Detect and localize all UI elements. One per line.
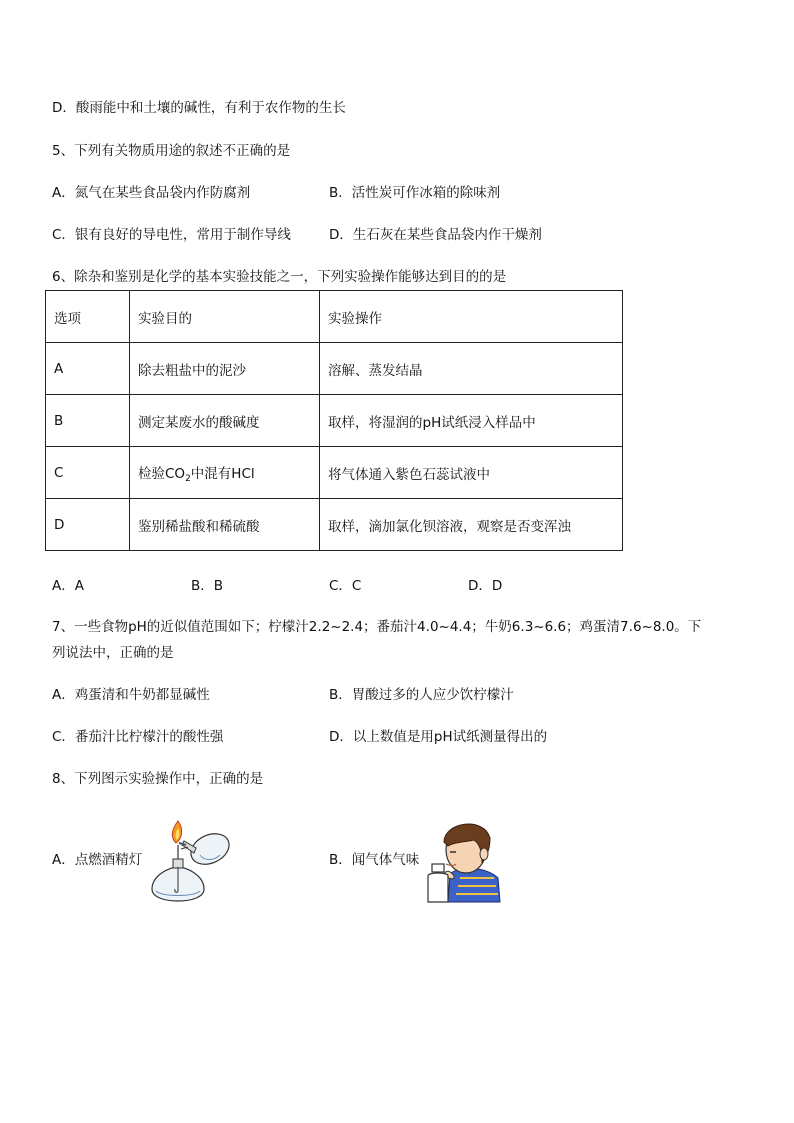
table-header-cell: 选项 xyxy=(46,291,130,343)
purpose-text: 检验CO xyxy=(138,465,186,482)
q4-option-d: D．酸雨能中和土壤的碱性，有利于农作物的生长 xyxy=(52,100,346,116)
table-row xyxy=(46,447,623,499)
q8-stem: 8、下列图示实验操作中，正确的是 xyxy=(52,771,264,787)
table-cell-key: B xyxy=(46,395,130,447)
q8-option-b: B．闻气体气味 xyxy=(329,852,420,868)
q7-option-a: A．鸡蛋清和牛奶都显碱性 xyxy=(52,687,210,703)
q7-option-c: C．番茄汁比柠檬汁的酸性强 xyxy=(52,729,224,745)
alcohol-lamp-illustration xyxy=(148,815,236,905)
subscript: 2 xyxy=(185,473,191,484)
q5-option-a: A．氮气在某些食品袋内作防腐剂 xyxy=(52,185,251,201)
q6-option-b: B．B xyxy=(191,578,224,594)
table-cell-purpose: 鉴别稀盐酸和稀硫酸 xyxy=(130,499,320,551)
q6-option-d: D．D xyxy=(468,578,503,594)
table-cell-purpose: 除去粗盐中的泥沙 xyxy=(130,343,320,395)
table-header-cell: 实验操作 xyxy=(320,291,623,343)
q6-option-a: A．A xyxy=(52,578,84,594)
table-cell-key: D xyxy=(46,499,130,551)
table-row xyxy=(46,499,623,551)
table-cell-operation: 取样，将湿润的pH试纸浸入样品中 xyxy=(320,395,623,447)
q5-option-b: B．活性炭可作冰箱的除味剂 xyxy=(329,185,501,201)
q7-stem-line1: 7、一些食物pH的近似值范围如下；柠檬汁2.2~2.4；番茄汁4.0~4.4；牛奶6.3~6.6；鸡蛋清7.6~8.0。下 xyxy=(52,619,702,635)
table-header-cell: 实验目的 xyxy=(130,291,320,343)
table-cell-purpose xyxy=(130,447,320,499)
q7-option-d: D．以上数值是用pH试纸测量得出的 xyxy=(329,729,548,745)
q7-stem-line2: 列说法中，正确的是 xyxy=(52,645,174,661)
q5-option-c: C．银有良好的导电性，常用于制作导线 xyxy=(52,227,291,243)
table-cell-operation: 溶解、蒸发结晶 xyxy=(320,343,623,395)
table-cell-key: C xyxy=(46,447,130,499)
table-cell-operation: 取样，滴加氯化钡溶液，观察是否变浑浊 xyxy=(320,499,623,551)
q5-option-d: D．生石灰在某些食品袋内作干燥剂 xyxy=(329,227,542,243)
q6-table xyxy=(45,290,623,551)
q7-option-b: B．胃酸过多的人应少饮柠檬汁 xyxy=(329,687,514,703)
table-row xyxy=(46,395,623,447)
purpose-text: 中混有HCl xyxy=(190,465,255,482)
q6-stem: 6、除杂和鉴别是化学的基本实验技能之一，下列实验操作能够达到目的的是 xyxy=(52,269,507,285)
table-cell-key: A xyxy=(46,343,130,395)
table-cell-operation: 将气体通入紫色石蕊试液中 xyxy=(320,447,623,499)
smelling-gas-illustration xyxy=(424,812,502,906)
q6-option-c: C．C xyxy=(329,578,362,594)
table-row xyxy=(46,343,623,395)
table-header-row xyxy=(46,291,623,343)
table-cell-purpose: 测定某废水的酸碱度 xyxy=(130,395,320,447)
q5-stem: 5、下列有关物质用途的叙述不正确的是 xyxy=(52,143,291,159)
q8-option-a: A．点燃酒精灯 xyxy=(52,852,143,868)
